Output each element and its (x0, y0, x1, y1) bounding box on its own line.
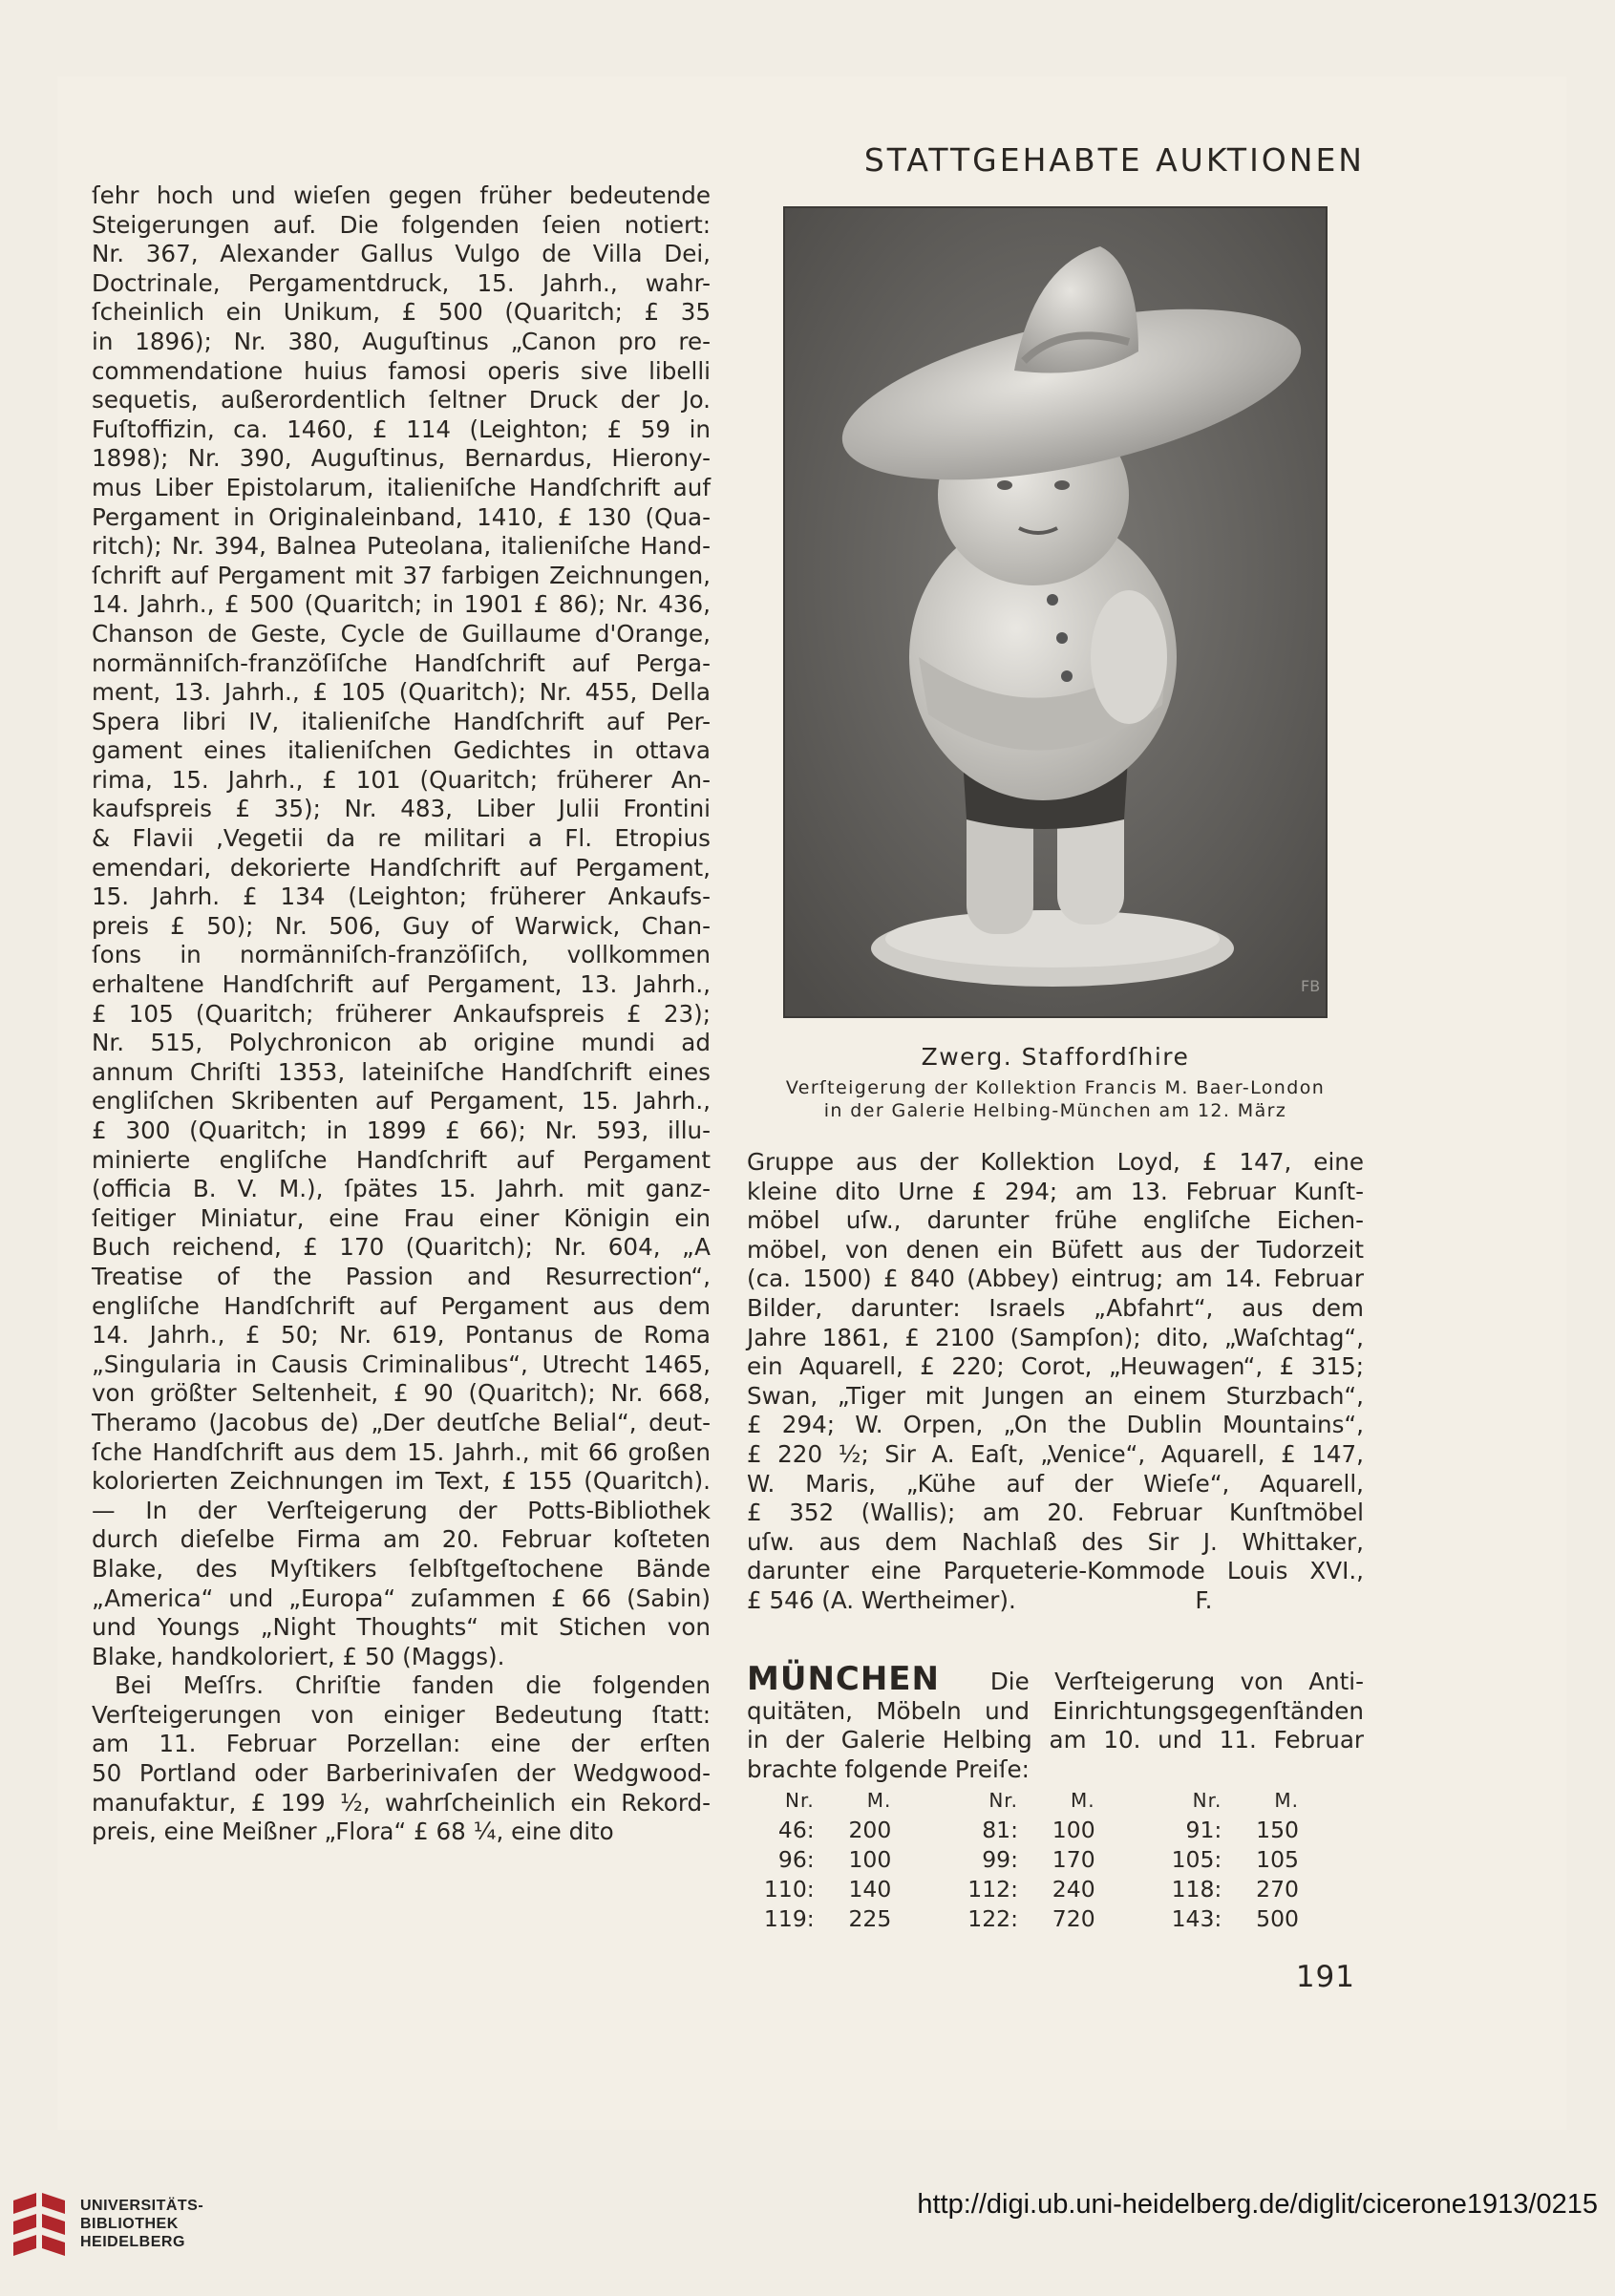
munich-heading: MÜNCHEN (747, 1660, 940, 1698)
right-column-line: möbel uſw., darunter frühe engliſche Eichen- (747, 1206, 1364, 1235)
lot-number-cell: Nr. (784, 1789, 815, 1812)
left-column-line: Blake, handkoloriert, £ 50 (Maggs). (92, 1642, 505, 1670)
library-name-line-3: HEIDELBERG (80, 2234, 185, 2250)
left-column-line: Pergament in Originaleinband, 1410, £ 130 (Qua- (92, 502, 711, 531)
left-column-line: von größter Seltenheit, £ 90 (Quaritch); Nr. 668, (92, 1379, 711, 1408)
left-column-line: — In der Verſteigerung der Potts-Bibliothek (92, 1496, 711, 1524)
left-column-line: annum Chriſti 1353, lateiniſche Handſchrift eines (92, 1057, 711, 1086)
munich-first-line (747, 1660, 1364, 1698)
price-table-row (754, 1845, 1366, 1875)
price-cell: 105 (1256, 1846, 1299, 1873)
munich-line-3: brachte folgende Preiſe: (747, 1754, 1030, 1783)
right-column-line: ein Aquarell, £ 220; Corot, „Heuwagen“, £ 315; (747, 1352, 1364, 1381)
price-cell: 720 (1052, 1905, 1095, 1932)
price-cell: M. (866, 1789, 892, 1812)
munich-line-0: Die Verſteigerung von Anti- (989, 1668, 1364, 1695)
lot-number-cell: Nr. (988, 1789, 1019, 1812)
left-column-line: ſons in normänniſch-franzöſiſch, vollkommen (92, 941, 711, 969)
left-column-line: normänniſch-franzöſiſche Handſchrift auf Perga- (92, 648, 711, 677)
library-name-line-2: BIBLIOTHEK (80, 2216, 179, 2232)
munich-section (747, 1660, 1364, 1784)
left-column-line: Spera libri IV, italieniſche Handſchrift auf Per- (92, 707, 711, 735)
lot-number-cell: 110: (763, 1876, 815, 1903)
left-column-line: „Singularia in Causis Criminalibus“, Utrecht 1465, (92, 1350, 711, 1378)
page-number: 191 (1295, 1960, 1355, 1994)
lot-number-cell: 143: (1171, 1905, 1222, 1932)
left-column-line: 15. Jahrh. £ 134 (Leighton; früherer Ankaufs- (92, 882, 711, 911)
lot-number-cell: Nr. (1192, 1789, 1222, 1812)
caption-line-1: Verſteigerung der Kollektion Francis M. Baer-London (785, 1077, 1326, 1098)
left-column-line: engliſche Handſchrift auf Pergament aus dem (92, 1291, 711, 1320)
lot-number-cell: 105: (1171, 1846, 1222, 1873)
price-cell: 225 (848, 1905, 892, 1932)
left-column-line: ſchrift auf Pergament mit 37 farbigen Zeichnungen, (92, 561, 711, 589)
right-column-line: uſw. aus dem Nachlaß des Sir J. Whittaker, (747, 1527, 1364, 1556)
price-cell: M. (1071, 1789, 1095, 1812)
lot-number-cell: 91: (1185, 1817, 1222, 1843)
right-column-line: £ 220 ½; Sir A. Eaſt, „Venice“, Aquarell, £ 147, (747, 1439, 1364, 1468)
left-column-line: rima, 15. Jahrh., £ 101 (Quaritch; früherer An- (92, 765, 711, 794)
lot-number-cell: 96: (777, 1846, 815, 1873)
left-column-line: kolorierten Zeichnungen im Text, £ 155 (Quaritch). (92, 1467, 711, 1496)
lot-number-cell: 46: (777, 1817, 815, 1843)
left-column-line: kaufspreis £ 35); Nr. 483, Liber Julii Frontini (92, 795, 711, 823)
price-cell: 100 (848, 1846, 892, 1873)
left-column-line: £ 105 (Quaritch; früherer Ankaufspreis £ 23); (92, 999, 711, 1028)
left-column-line: und Youngs „Night Thoughts“ mit Stichen von (92, 1613, 711, 1642)
right-column-line: £ 294; W. Orpen, „On the Dublin Mountains“, (747, 1411, 1364, 1439)
right-column-line: W. Maris, „Kühe auf der Wieſe“, Aquarell, (747, 1469, 1364, 1498)
left-column-line: ſeitiger Miniatur, eine Frau einer Königin ein (92, 1203, 711, 1232)
price-table-row (754, 1904, 1366, 1934)
price-cell: 140 (848, 1876, 892, 1903)
left-column-line: ſcheinlich ein Unikum, £ 500 (Quaritch; £ 35 (92, 298, 711, 327)
source-url-link[interactable]: http://digi.ub.uni-heidelberg.de/diglit/cicerone1913/0215 (917, 2189, 1598, 2220)
munich-line-1: quitäten, Möbeln und Einrichtungsgegenſtänden (747, 1696, 1364, 1725)
left-column-line: preis £ 50); Nr. 506, Guy of Warwick, Chan- (92, 911, 711, 940)
price-cell: 240 (1052, 1876, 1095, 1903)
lot-number-cell: 112: (967, 1876, 1019, 1903)
left-column-line: Blake, des Myſtikers ſelbſtgeſtochene Bände (92, 1554, 711, 1583)
price-cell: 150 (1256, 1817, 1299, 1843)
right-column-line: Gruppe aus der Kollektion Loyd, £ 147, eine (747, 1148, 1364, 1176)
footer-bar (0, 2179, 1615, 2285)
caption-title: Zwerg. Staffordſhire (921, 1043, 1190, 1071)
price-table-header (754, 1786, 1366, 1816)
left-column-line: in 1896); Nr. 380, Auguſtinus „Canon pro re- (92, 327, 711, 355)
monogram: FB (1301, 977, 1321, 995)
right-column-line: kleine dito Urne £ 294; am 13. Februar Kunſt- (747, 1177, 1364, 1205)
left-column-line: ment, 13. Jahrh., £ 105 (Quaritch); Nr. 455, Della (92, 678, 711, 707)
left-column-line: manufaktur, £ 199 ½, wahrſcheinlich ein Rekord- (92, 1788, 711, 1817)
left-column-line: commendatione huius famosi operis sive libelli (92, 356, 711, 385)
left-column-line: minierte engliſche Handſchrift auf Pergament (92, 1145, 711, 1174)
left-column-line: sequetis, außerordentlich ſeltner Druck der Jo. (92, 386, 711, 415)
right-column-line: Swan, „Tiger mit Jungen an einem Sturzbach“, (747, 1381, 1364, 1410)
left-column-line: 1898); Nr. 390, Auguſtinus, Bernardus, Hierony- (92, 444, 711, 473)
price-cell: 200 (848, 1817, 892, 1843)
right-column-line: möbel, von denen ein Büfett aus der Tudorzeit (747, 1235, 1364, 1264)
lot-number-cell: 81: (982, 1817, 1019, 1843)
price-table-row (754, 1875, 1366, 1904)
left-column-line: ſche Handſchrift aus dem 15. Jahrh., mit 66 großen (92, 1437, 711, 1466)
left-column-line: 14. Jahrh., £ 50; Nr. 619, Pontanus de Roma (92, 1321, 711, 1350)
price-cell: M. (1274, 1789, 1299, 1812)
left-column-line: Steigerungen auf. Die folgenden ſeien notiert: (92, 210, 711, 239)
running-head: STATTGEHABTE AUKTIONEN (863, 141, 1365, 179)
left-column-line: Bei Meſſrs. Chriſtie fanden die folgenden (115, 1671, 711, 1700)
right-column-line: darunter eine Parqueterie-Kommode Louis XVI., (747, 1557, 1364, 1585)
right-column (747, 1148, 1364, 1616)
left-column-line: preis, eine Meißner „Flora“ £ 68 ¼, eine dito (92, 1818, 614, 1846)
right-column-line: Bilder, darunter: Israels „Abfahrt“, aus dem (747, 1293, 1364, 1322)
library-name-line-1: UNIVERSITÄTS- (80, 2198, 204, 2214)
price-cell: 100 (1052, 1817, 1095, 1843)
price-cell: 170 (1052, 1846, 1095, 1873)
left-column-line: ritch); Nr. 394, Balnea Puteolana, italieniſche Hand- (92, 532, 711, 561)
lot-number-cell: 99: (982, 1846, 1019, 1873)
lot-number-cell: 118: (1171, 1876, 1222, 1903)
left-column-line: am 11. Februar Porzellan: eine der erſten (92, 1730, 711, 1758)
lot-number-cell: 122: (967, 1905, 1019, 1932)
library-logo-icon (13, 2193, 69, 2260)
left-column-line: durch dieſelbe Firma am 20. Februar koſteten (92, 1525, 711, 1554)
left-column-line: erhaltene Handſchrift auf Pergament, 13. Jahrh., (92, 970, 711, 999)
left-column-line: Fuſtoffizin, ca. 1460, £ 114 (Leighton; £ 59 in (92, 415, 711, 443)
left-column (92, 181, 711, 1847)
left-column-line: Nr. 367, Alexander Gallus Vulgo de Villa Dei, (92, 240, 711, 268)
left-column-line: „America“ und „Europa“ zuſammen £ 66 (Sabin) (92, 1584, 711, 1612)
right-column-line: £ 546 (A. Wertheimer). F. (747, 1585, 1213, 1614)
left-column-line: Nr. 515, Polychronicon ab origine mundi ad (92, 1029, 711, 1057)
left-column-line: mus Liber Epistolarum, italieniſche Handſchrift auf (92, 473, 711, 501)
munich-line-2: in der Galerie Helbing am 10. und 11. Februar (747, 1726, 1364, 1754)
price-table-row (754, 1816, 1366, 1845)
left-column-line: 50 Portland oder Barberinivaſen der Wedgwood- (92, 1759, 711, 1788)
price-table (754, 1786, 1366, 1934)
left-column-line: £ 300 (Quaritch; in 1899 £ 66); Nr. 593, illu- (92, 1116, 711, 1144)
left-column-line: Verſteigerungen von einiger Bedeutung ſtatt: (92, 1700, 711, 1729)
caption-line-2: in der Galerie Helbing-München am 12. März (823, 1100, 1287, 1121)
right-column-line: (ca. 1500) £ 840 (Abbey) eintrug; am 14. Februar (747, 1265, 1364, 1293)
left-column-line: 14. Jahrh., £ 500 (Quaritch; in 1901 £ 86); Nr. 436, (92, 590, 711, 619)
left-column-line: ſehr hoch und wieſen gegen früher bedeutende (92, 181, 711, 209)
left-column-line: Doctrinale, Pergamentdruck, 15. Jahrh., wahr- (92, 268, 711, 297)
left-column-line: & Flavii ,Vegetii da re militari a Fl. Etropius (92, 824, 711, 853)
left-column-line: Treatise of the Passion and Resurrection“, (92, 1262, 711, 1290)
left-column-line: emendari, dekorierte Handſchrift auf Pergament, (92, 853, 711, 882)
left-column-line: engliſchen Skribenten auf Pergament, 15. Jahrh., (92, 1087, 711, 1116)
left-column-line: Chanson de Geste, Cycle de Guillaume d'Orange, (92, 619, 711, 648)
figurine-image (785, 208, 1326, 1016)
library-name (80, 2197, 203, 2251)
lot-number-cell: 119: (763, 1905, 815, 1932)
left-column-line: Theramo (Jacobus de) „Der deutſche Belial“, deut- (92, 1408, 711, 1436)
left-column-line: gament eines italieniſchen Gedichtes in ottava (92, 736, 711, 765)
figure-photograph (783, 206, 1328, 1018)
right-column-line: Jahre 1861, £ 2100 (Sampſon); dito, „Waſchtag“, (747, 1323, 1364, 1351)
right-column-line: £ 352 (Wallis); am 20. Februar Kunſtmöbel (747, 1499, 1364, 1527)
price-cell: 500 (1256, 1905, 1299, 1932)
price-cell: 270 (1256, 1876, 1299, 1903)
left-column-line: (officia B. V. M.), ſpätes 15. Jahrh. mit ganz- (92, 1175, 711, 1203)
left-column-line: Buch reichend, £ 170 (Quaritch); Nr. 604, „A (92, 1233, 711, 1262)
